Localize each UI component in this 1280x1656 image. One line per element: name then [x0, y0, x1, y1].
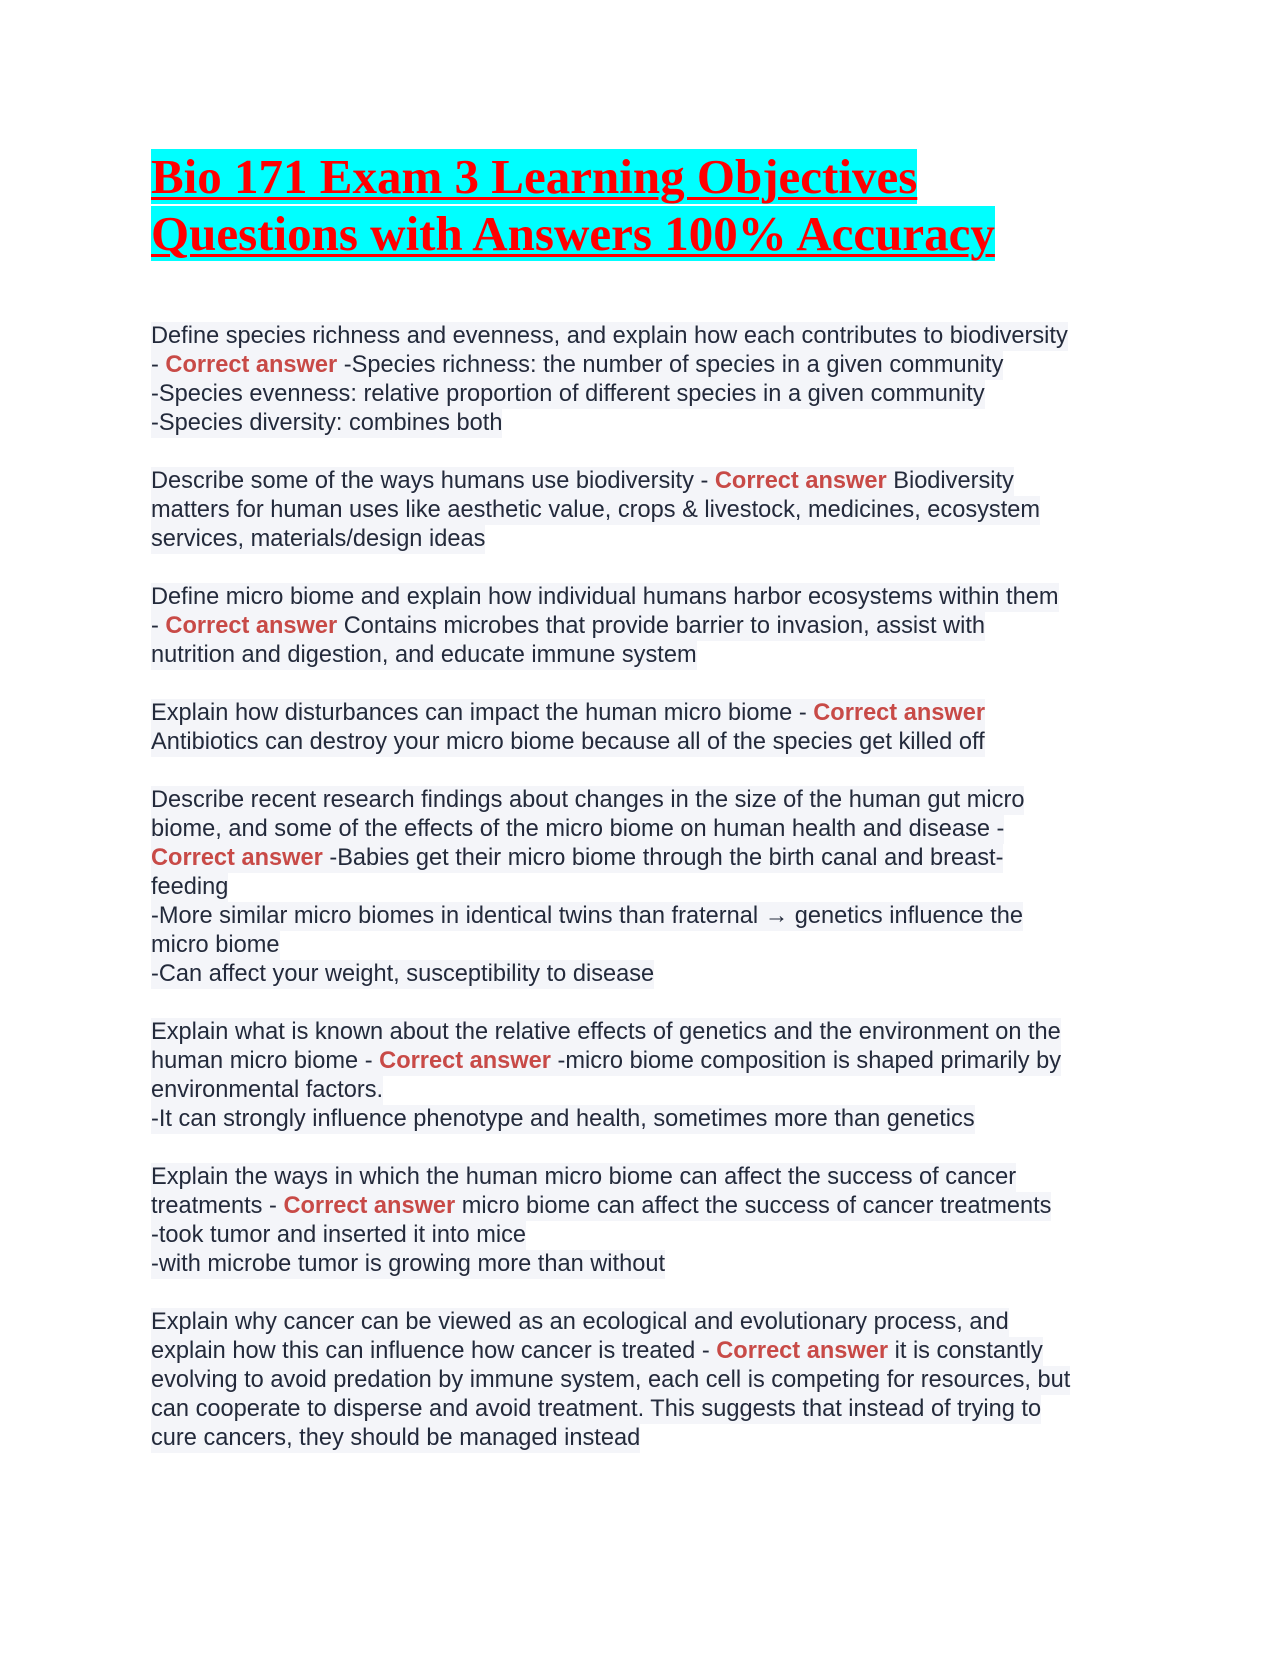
- question-text: Describe recent research findings about changes in the size of the human gut micro: [151, 787, 1025, 813]
- question-text: biome, and some of the effects of the micro biome on human health and disease -: [151, 816, 1005, 842]
- answer-line: cure cancers, they should be managed instead: [151, 1425, 641, 1451]
- answer-line: Correct answer -Babies get their micro biome through the birth canal and breast-: [151, 845, 1004, 871]
- correct-answer-label: Correct answer: [379, 1048, 551, 1074]
- title-line-2: Questions with Answers 100% Accuracy: [151, 206, 995, 261]
- answer-line: -Species diversity: combines both: [151, 410, 503, 436]
- qa-item-2: [151, 467, 1141, 554]
- answer-line: - Correct answer -Species richness: the number of species in a given community: [151, 352, 1004, 378]
- answer-line: nutrition and digestion, and educate immune system: [151, 642, 697, 668]
- answer-line: -Species evenness: relative proportion of different species in a given community: [151, 381, 985, 407]
- correct-answer-label: Correct answer: [151, 845, 323, 871]
- question-text: Explain the ways in which the human micro biome can affect the success of cancer: [151, 1164, 1017, 1190]
- answer-line: -with microbe tumor is growing more than without: [151, 1251, 666, 1277]
- title-line-1: Bio 171 Exam 3 Learning Objectives: [151, 149, 918, 204]
- answer-line: human micro biome - Correct answer -micro biome composition is shaped primarily by: [151, 1048, 1062, 1074]
- answer-line: Antibiotics can destroy your micro biome because all of the species get killed off: [151, 729, 985, 755]
- answer-line: explain how this can influence how cancer is treated - Correct answer it is constantly: [151, 1338, 1043, 1364]
- qa-item-5: [151, 786, 1141, 989]
- question-line: Explain how disturbances can impact the human micro biome - Correct answer: [151, 700, 986, 726]
- answer-line: -It can strongly influence phenotype and health, sometimes more than genetics: [151, 1106, 975, 1132]
- qa-item-4: [151, 699, 1141, 757]
- question-line: Describe some of the ways humans use biodiversity - Correct answer Biodiversity: [151, 468, 1014, 494]
- answer-line: -took tumor and inserted it into mice: [151, 1222, 527, 1248]
- question-text: Define species richness and evenness, and explain how each contributes to biodiversity: [151, 323, 1068, 349]
- qa-item-7: [151, 1163, 1141, 1279]
- correct-answer-label: Correct answer: [165, 352, 338, 378]
- document-content: [151, 148, 1141, 1482]
- answer-line: feeding: [151, 874, 229, 900]
- answer-line: -Can affect your weight, susceptibility to disease: [151, 961, 655, 987]
- correct-answer-label: Correct answer: [165, 613, 338, 639]
- correct-answer-label: Correct answer: [283, 1193, 456, 1219]
- answer-line: micro biome: [151, 932, 280, 958]
- document-title: [151, 148, 1141, 262]
- answer-line: matters for human uses like aesthetic value, crops & livestock, medicines, ecosystem: [151, 497, 1041, 523]
- question-text: Define micro biome and explain how individual humans harbor ecosystems within them: [151, 584, 1059, 610]
- qa-item-6: [151, 1018, 1141, 1134]
- answer-line: -More similar micro biomes in identical twins than fraternal → genetics influence the: [151, 903, 1024, 929]
- qa-item-8: [151, 1308, 1141, 1453]
- answer-line: environmental factors.: [151, 1077, 384, 1103]
- answer-line: - Correct answer Contains microbes that provide barrier to invasion, assist with: [151, 613, 986, 639]
- qa-item-1: [151, 322, 1141, 438]
- answer-line: evolving to avoid predation by immune system, each cell is competing for resources, but: [151, 1367, 1071, 1393]
- question-text: Explain why cancer can be viewed as an ecological and evolutionary process, and: [151, 1309, 1009, 1335]
- correct-answer-label: Correct answer: [714, 468, 887, 494]
- correct-answer-label: Correct answer: [813, 700, 986, 726]
- answer-line: treatments - Correct answer micro biome can affect the success of cancer treatments: [151, 1193, 1052, 1219]
- qa-item-3: [151, 583, 1141, 670]
- answer-line: services, materials/design ideas: [151, 526, 486, 552]
- answer-line: can cooperate to disperse and avoid treatment. This suggests that instead of trying to: [151, 1396, 1042, 1422]
- question-text: Explain what is known about the relative effects of genetics and the environment on the: [151, 1019, 1061, 1045]
- correct-answer-label: Correct answer: [716, 1338, 889, 1364]
